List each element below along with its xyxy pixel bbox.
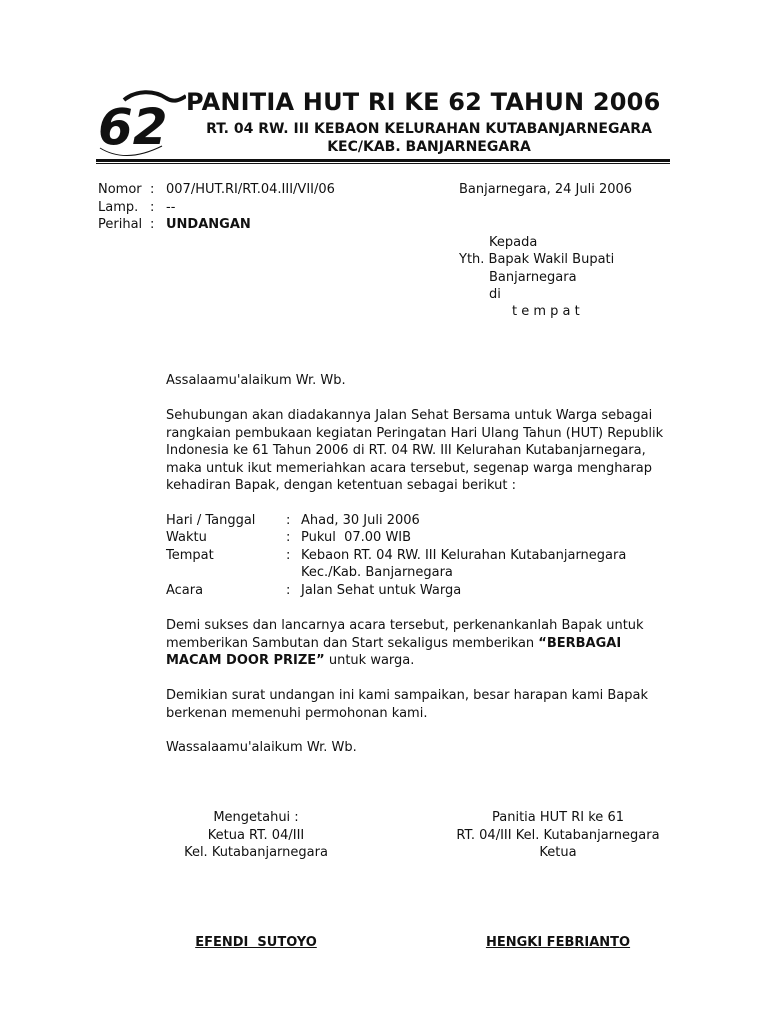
signature-left-name: EFENDI SUTOYO (195, 935, 317, 950)
detail-acara: Acara : Jalan Sehat untuk Warga (166, 583, 462, 598)
closing-salutation: Wassalaamu'alaikum Wr. Wb. (166, 740, 357, 755)
meta-lamp: Lamp. : -- (98, 200, 176, 215)
recipient-yth: Yth. Bapak Wakil Bupati (459, 252, 615, 267)
paragraph-closing: Demikian surat undangan ini kami sampaikan, besar harapan kami Bapak berkenan memenuhi permohonan kami. (166, 688, 648, 721)
place-date: Banjarnegara, 24 Juli 2006 (459, 182, 633, 197)
letterhead-address-2: KEC/KAB. BANJARNEGARA (327, 139, 531, 155)
paragraph-request: Demi sukses dan lancarnya acara tersebut, perkenankanlah Bapak untuk memberikan Sambutan dan Start sekaligus memberikan “BERBAGAI MACAM DOOR PRIZE” untuk warga. (166, 618, 644, 669)
detail-waktu: Waktu : Pukul 07.00 WIB (166, 530, 412, 545)
greeting: Assalaamu'alaikum Wr. Wb. (166, 373, 346, 388)
letterhead-rule-thick (96, 159, 670, 162)
paragraph-intro: Sehubungan akan diadakannya Jalan Sehat Bersama untuk Warga sebagai rangkaian pembukaan kegiatan Peringatan Hari Ulang Tahun (HUT) Republik Indonesia ke 61 Tahun 2006 di RT. 04 RW. III Kelurahan Kutabanjarnegara, maka untuk ikut memeriahkan acara tersebut, segenap warga mengharap kehadiran Bapak, dengan ketentuan sebagai berikut : (166, 408, 664, 494)
detail-tempat: Tempat : Kebaon RT. 04 RW. III Kelurahan Kutabanjarnegara (166, 548, 627, 563)
hut-62-logo (96, 86, 186, 160)
recipient-kepada: Kepada (489, 235, 538, 250)
detail-tempat-2: Kec./Kab. Banjarnegara (301, 565, 453, 580)
letterhead-title: PANITIA HUT RI KE 62 TAHUN 2006 (186, 88, 661, 116)
detail-hari: Hari / Tanggal : Ahad, 30 Juli 2006 (166, 513, 420, 528)
logo-number: 62 (98, 98, 168, 156)
hut-62-logo-icon (96, 86, 186, 160)
letterhead-rule-thin (96, 163, 670, 164)
signature-left-block: Mengetahui : Ketua RT. 04/III Kel. Kutabanjarnegara (184, 810, 328, 861)
recipient-city: Banjarnegara (489, 270, 577, 285)
letterhead-address-1: RT. 04 RW. III KEBAON KELURAHAN KUTABANJARNEGARA (206, 121, 652, 137)
recipient-tempat: t e m p a t (512, 304, 580, 319)
recipient-di: di (489, 287, 501, 302)
meta-nomor: Nomor : 007/HUT.RI/RT.04.III/VII/06 (98, 182, 335, 197)
signature-right-block: Panitia HUT RI ke 61 RT. 04/III Kel. Kutabanjarnegara Ketua (456, 810, 660, 861)
meta-perihal: Perihal : UNDANGAN (98, 217, 251, 232)
signature-right-name: HENGKI FEBRIANTO (485, 935, 631, 950)
